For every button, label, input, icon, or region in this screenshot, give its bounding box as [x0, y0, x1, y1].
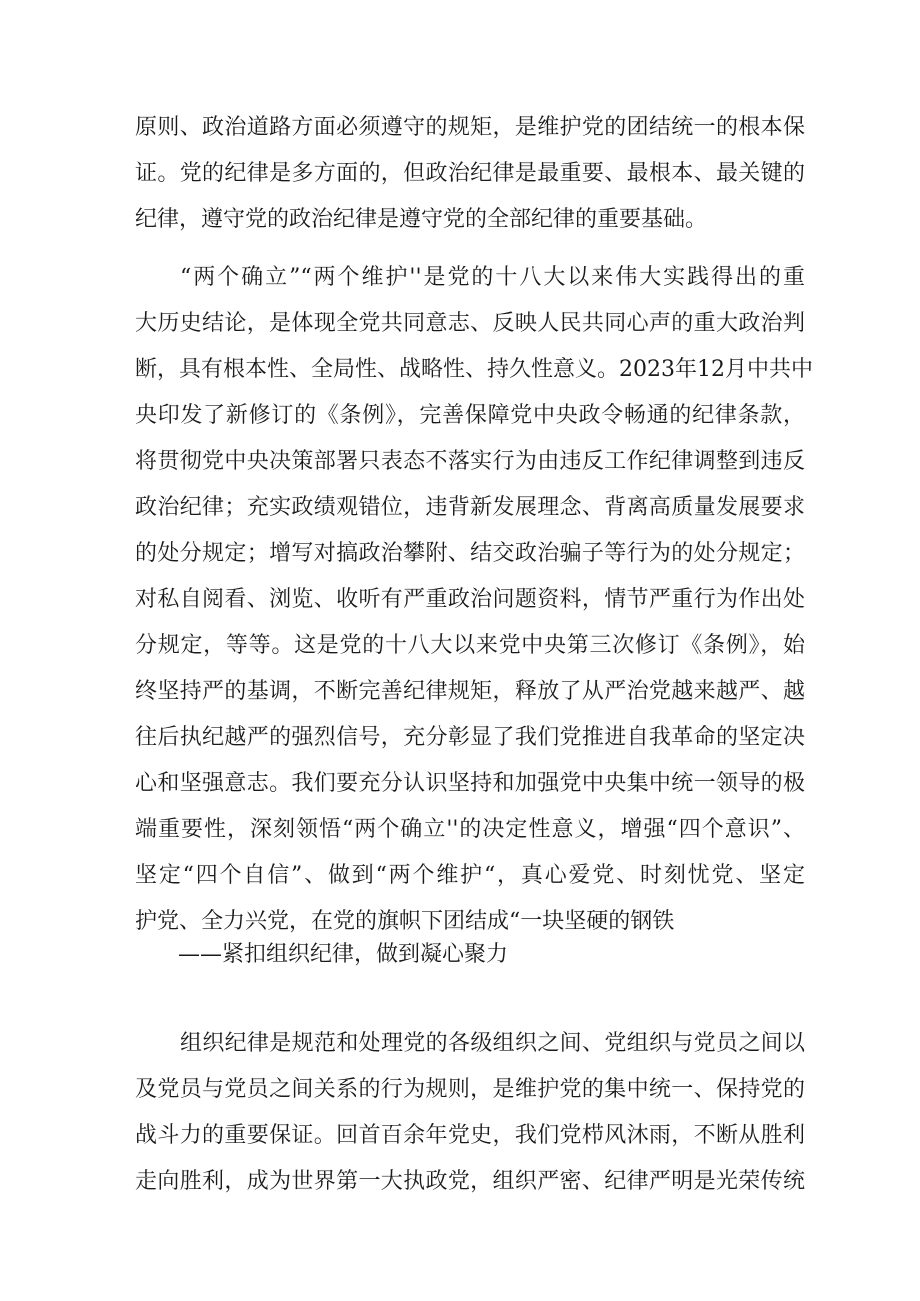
- paragraph-line: 证。党的纪律是多方面的，但政治纪律是最重要、最根本、最关键的: [135, 161, 805, 186]
- paragraph-line: 终坚持严的基调，不断完善纪律规矩，释放了从严治党越来越严、越: [135, 679, 805, 704]
- paragraph-line: 坚定“四个自信”、做到“两个维护“，真心爱党、时刻忧党、坚定: [135, 863, 805, 888]
- paragraph-line: 端重要性，深刻领悟“两个确立''的决定性意义，增强“四个意识”、: [135, 817, 805, 842]
- paragraph-line: 的处分规定；增写对搞政治攀附、结交政治骗子等行为的处分规定；: [135, 541, 805, 566]
- paragraph-line: 政治纪律；充实政绩观错位，违背新发展理念、背离高质量发展要求: [135, 495, 805, 520]
- paragraph-line: 断，具有根本性、全局性、战略性、持久性意义。2023年12月中共中: [135, 357, 813, 382]
- paragraph-line: 对私自阅看、浏览、收听有严重政治问题资料，情节严重行为作出处: [135, 587, 805, 612]
- paragraph-line: 原则、政治道路方面必须遵守的规矩，是维护党的团结统一的根本保: [135, 115, 805, 140]
- paragraph-line: 往后执纪越严的强烈信号，充分彰显了我们党推进自我革命的坚定决: [135, 725, 805, 750]
- section-heading: ——紧扣组织纪律，做到凝心聚力: [178, 942, 509, 967]
- paragraph-line: 心和坚强意志。我们要充分认识坚持和加强党中央集中统一领导的极: [135, 771, 805, 796]
- paragraph-line: “两个确立”“两个维护''是党的十八大以来伟大实践得出的重: [180, 265, 805, 290]
- paragraph-line: 将贯彻党中央决策部署只表态不落实行为由违反工作纪律调整到违反: [135, 449, 805, 474]
- paragraph-line: 纪律，遵守党的政治纪律是遵守党的全部纪律的重要基础。: [135, 207, 708, 232]
- paragraph-line: 大历史结论，是体现全党共同意志、反映人民共同心声的重大政治判: [135, 311, 805, 336]
- paragraph-line: 护党、全力兴党，在党的旗帜下团结成“一块坚硬的钢铁: [135, 909, 675, 934]
- paragraph-line: 及党员与党员之间关系的行为规则，是维护党的集中统一、保持党的: [135, 1077, 805, 1102]
- paragraph-line: 央印发了新修订的《条例》，完善保障党中央政令畅通的纪律条款，: [135, 403, 805, 428]
- paragraph-line: 分规定，等等。这是党的十八大以来党中央第三次修订《条例》，始: [135, 633, 805, 658]
- paragraph-line: 走向胜利，成为世界第一大执政党，组织严密、纪律严明是光荣传统: [135, 1169, 805, 1194]
- paragraph-line: 组织纪律是规范和处理党的各级组织之间、党组织与党员之间以: [180, 1031, 805, 1056]
- paragraph-line: 战斗力的重要保证。回首百余年党史，我们党栉风沐雨，不断从胜利: [135, 1123, 805, 1148]
